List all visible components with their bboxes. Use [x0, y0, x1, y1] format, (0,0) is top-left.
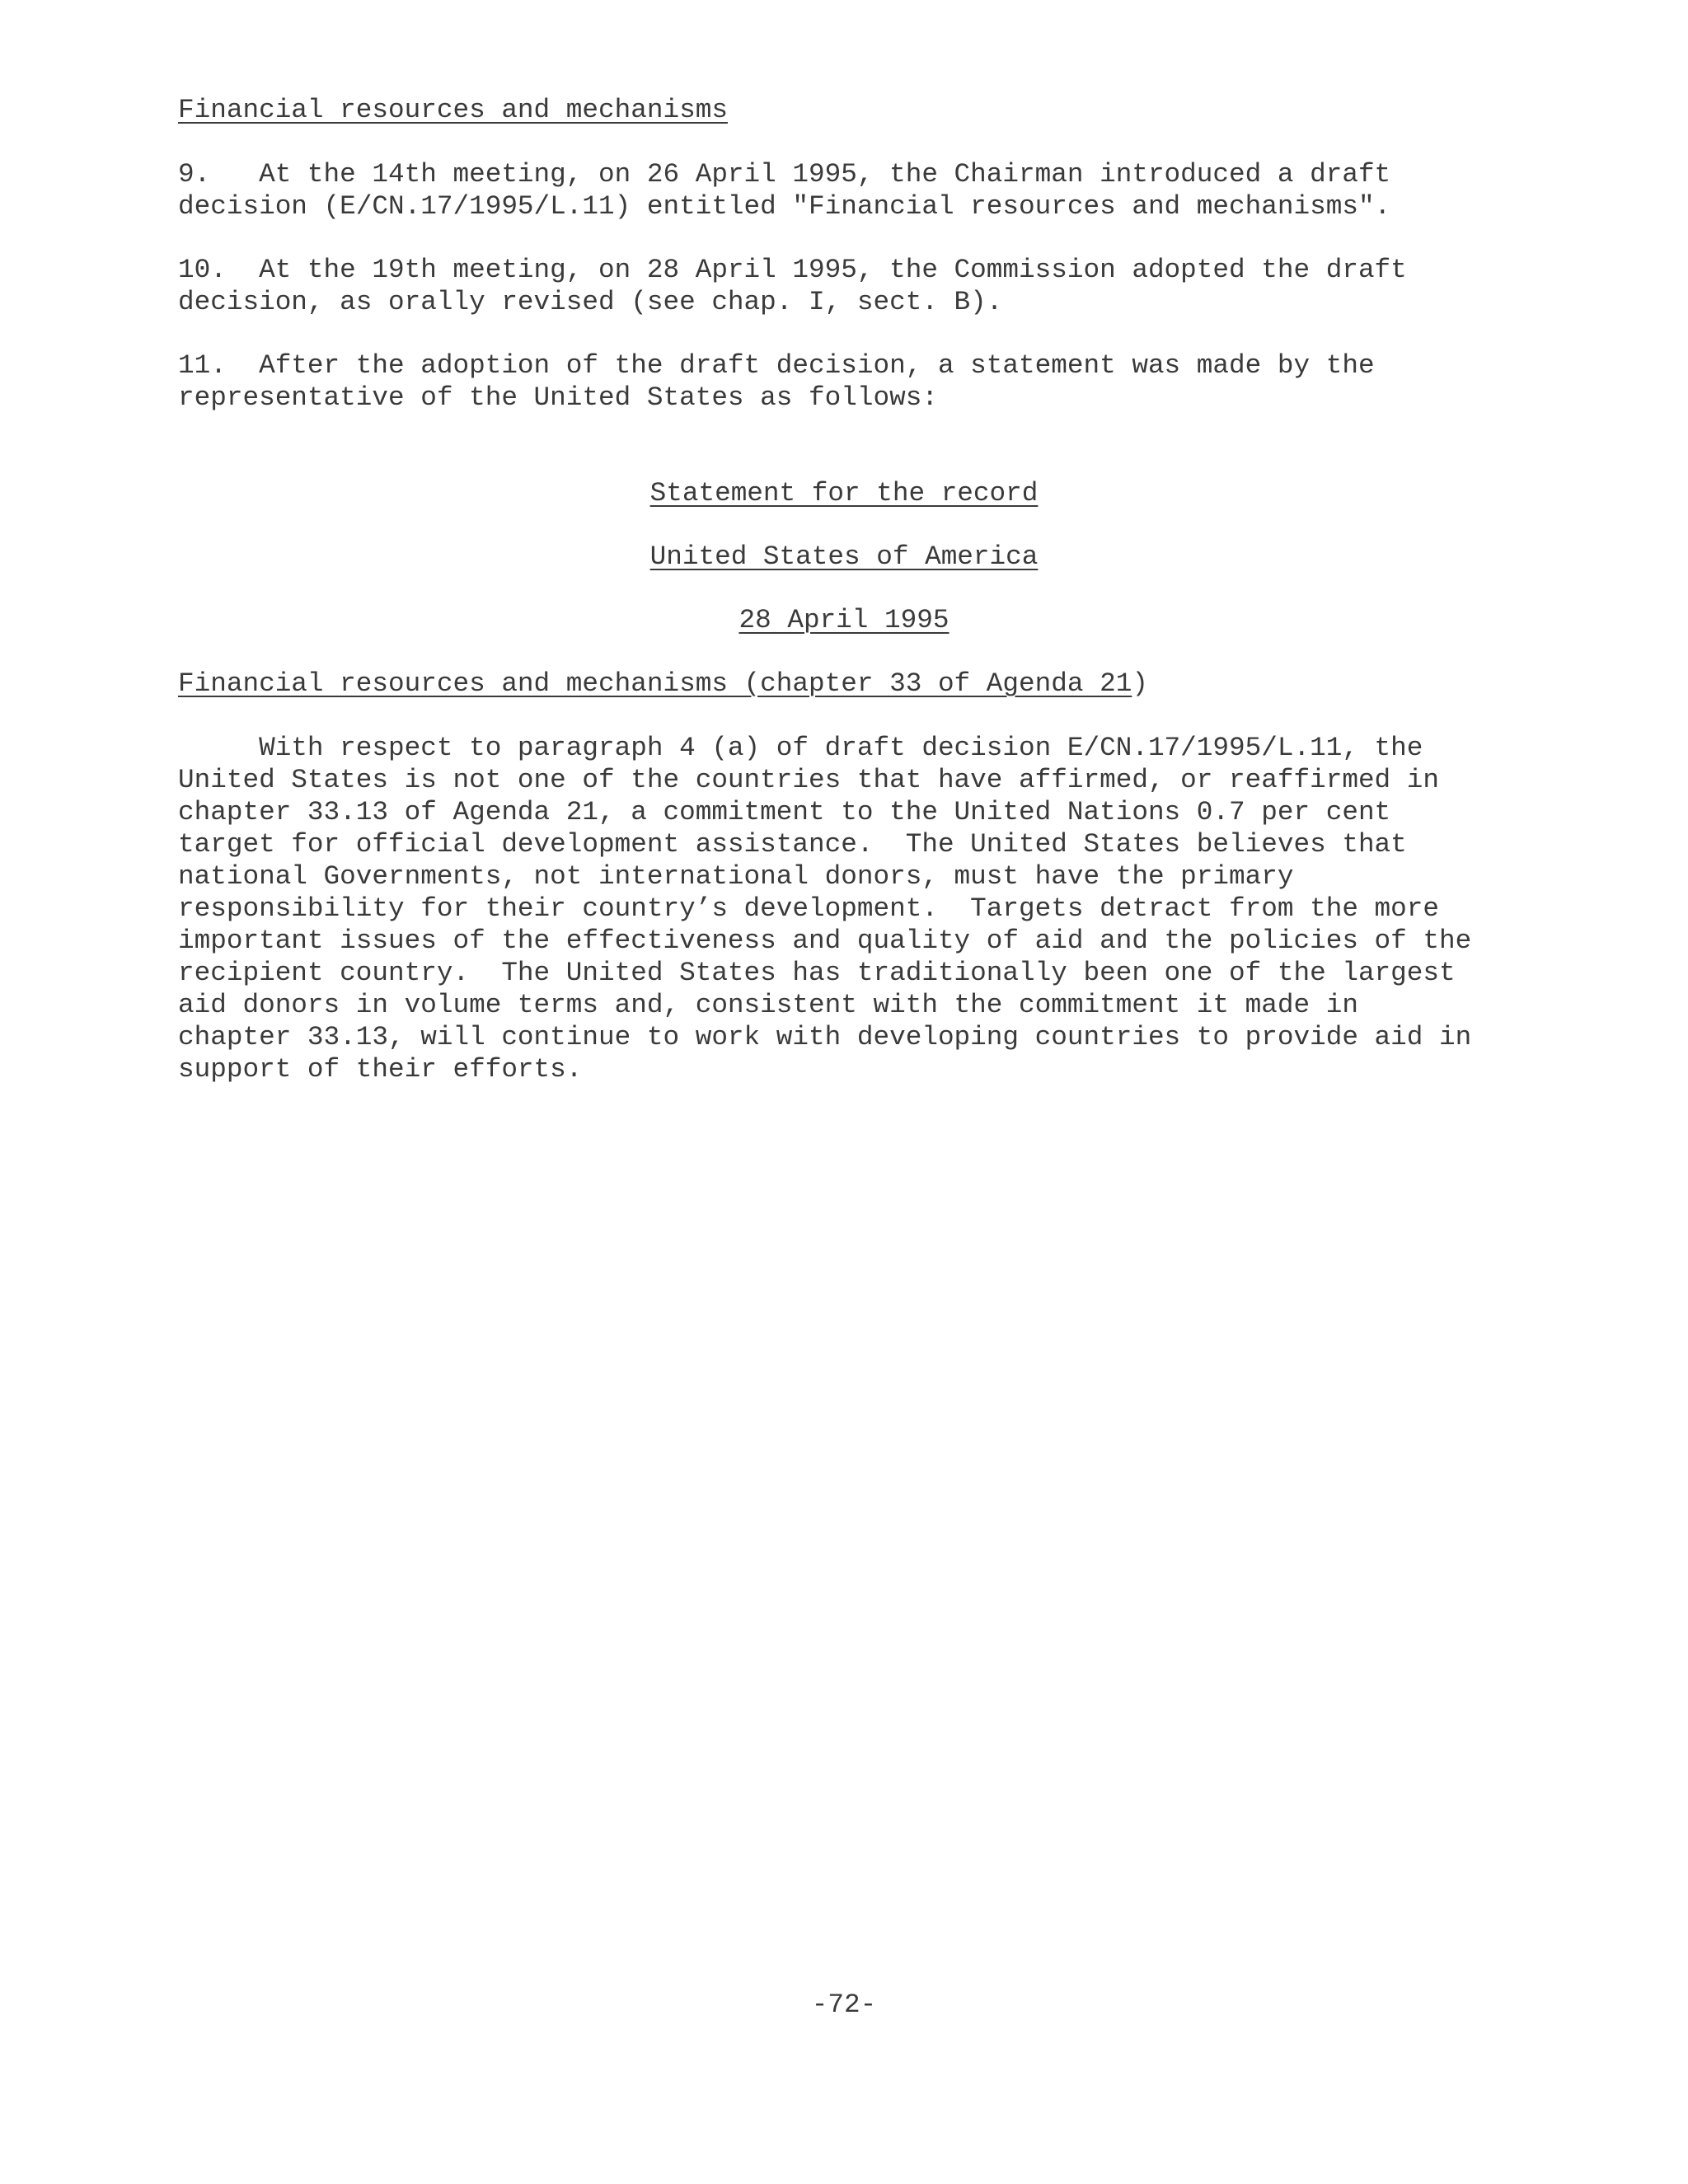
statement-body-line: aid donors in volume terms and, consistent with the commitment it made in [178, 990, 1358, 1020]
paragraph-line: decision, as orally revised (see chap. I, sect. B). [178, 287, 1003, 317]
paragraph-line: 9. At the 14th meeting, on 26 April 1995, the Chairman introduced a draft [178, 159, 1391, 190]
paragraph-line: 10. At the 19th meeting, on 28 April 1995, the Commission adopted the draft [178, 255, 1407, 285]
statement-body-line: chapter 33.13 of Agenda 21, a commitment to the United Nations 0.7 per cent [178, 797, 1391, 827]
paragraph-line: 11. After the adoption of the draft decision, a statement was made by the [178, 350, 1375, 381]
statement-title [0, 477, 1688, 509]
paragraph-line: representative of the United States as follows: [178, 382, 938, 413]
statement-date-text: 28 April 1995 [738, 605, 950, 635]
statement-subheading [178, 668, 1148, 700]
statement-body-line: With respect to paragraph 4 (a) of draft decision E/CN.17/1995/L.11, the [178, 733, 1423, 763]
statement-body-line: chapter 33.13, will continue to work with developing countries to provide aid in [178, 1022, 1472, 1052]
statement-body-line: national Governments, not international donors, must have the primary [178, 861, 1294, 892]
statement-country-text: United States of America [649, 541, 1039, 572]
statement-body-line: target for official development assistance. The United States believes that [178, 829, 1407, 860]
statement-title-text: Statement for the record [649, 478, 1039, 509]
statement-body-line: important issues of the effectiveness and quality of aid and the policies of the [178, 926, 1472, 956]
statement-body-line: United States is not one of the countries that have affirmed, or reaffirmed in [178, 765, 1440, 795]
statement-subheading-underlined: Financial resources and mechanisms (chapter 33 of Agenda 21 [178, 668, 1132, 699]
statement-body-line: support of their efforts. [178, 1054, 583, 1085]
statement-body-line: recipient country. The United States has traditionally been one of the largest [178, 958, 1456, 988]
page-number: -72- [811, 1990, 877, 2020]
statement-body-line: responsibility for their country’s development. Targets detract from the more [178, 893, 1440, 924]
statement-date [0, 604, 1688, 636]
statement-subheading-tail: ) [1132, 668, 1148, 699]
paragraph-line: decision (E/CN.17/1995/L.11) entitled "Financial resources and mechanisms". [178, 191, 1391, 222]
section-heading: Financial resources and mechanisms [178, 95, 728, 125]
statement-country [0, 541, 1688, 573]
